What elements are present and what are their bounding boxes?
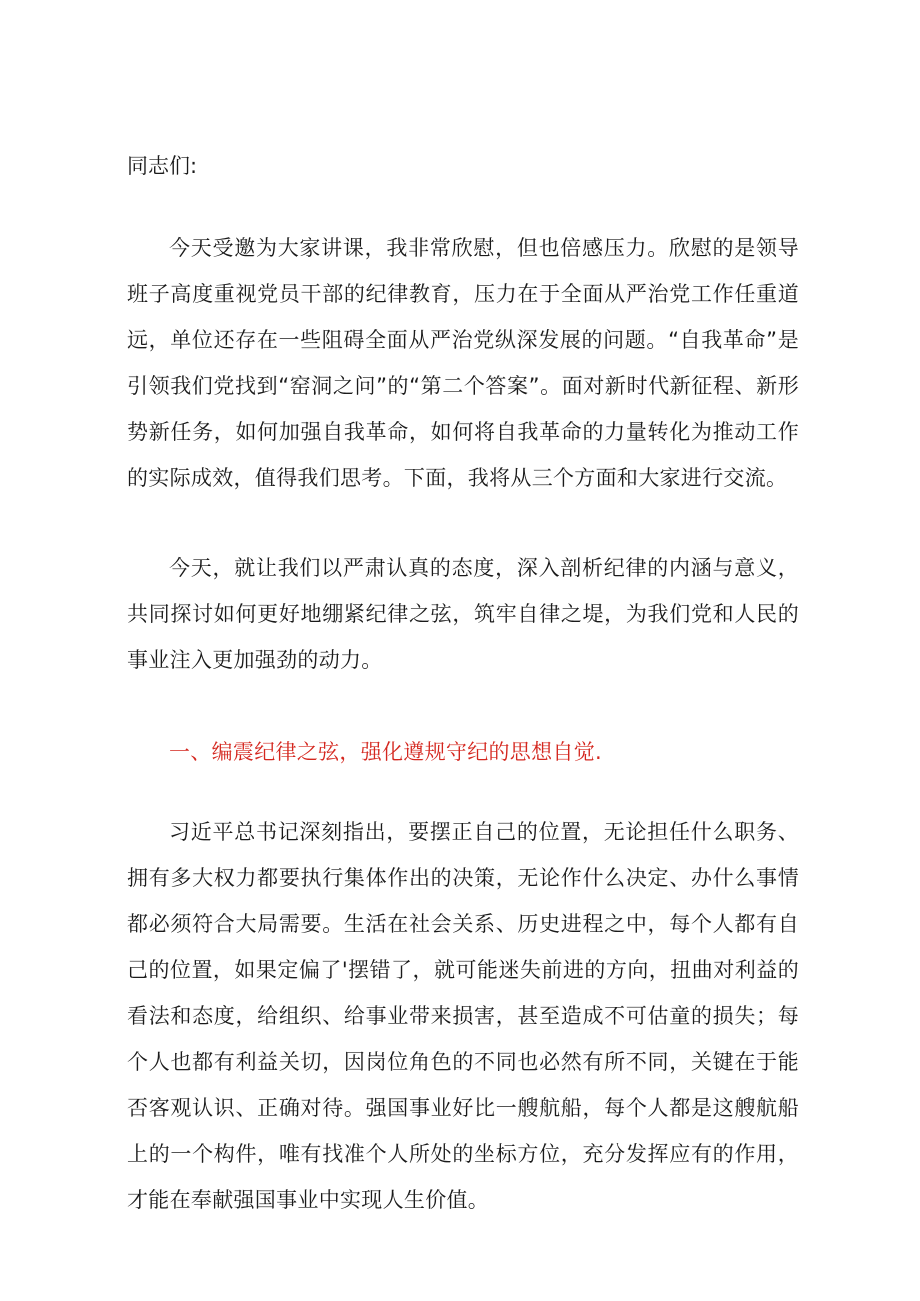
salutation: 同志们: bbox=[127, 154, 198, 178]
section-heading: 一、编震纪律之弦，强化遵规守纪的思想自觉. bbox=[169, 740, 602, 764]
purpose-paragraph: 今天，就让我们以严肃认真的态度，深入剖析纪律的内涵与意义，共同探讨如何更好地绷紧纪律之弦，筑牢自律之堤，为我们党和人民的事业注入更加强劲的动力。 bbox=[127, 556, 799, 672]
section-body-paragraph: 习近平总书记深刻指出，要摆正自己的位置，无论担任什么职务、拥有多大权力都要执行集体作出的决策，无论作什么决定、办什么事情都必须符合大局需要。生活在社会关系、历史进程之中，每个人都有自己的位置，如果定偏了'摆错了，就可能迷失前进的方向，扭曲对利益的看法和态度，给组织、给事业带来损害，甚至造成不可估童的损失；每个人也都有利益关切，因岗位角色的不同也必然有所不同，关键在于能否客观认识、正确对待。强国事业好比一艘航船，每个人都是这艘航船上的一个构件，唯有找准个人所处的坐标方位，充分发挥应有的作用，才能在奉献强国事业中实现人生价值。 bbox=[127, 820, 799, 1212]
intro-paragraph: 今天受邀为大家讲课，我非常欣慰，但也倍感压力。欣慰的是领导班子高度重视党员干部的纪律教育，压力在于全面从严治党工作任重道远，单位还存在一些阻碍全面从严治党纵深发展的问题。“自我革命”是引领我们党找到“窑洞之问”的“第二个答案”。面对新时代新征程、新形势新任务，如何加强自我革命，如何将自我革命的力量转化为推动工作的实际成效，值得我们思考。下面，我将从三个方面和大家进行交流。 bbox=[127, 236, 799, 490]
